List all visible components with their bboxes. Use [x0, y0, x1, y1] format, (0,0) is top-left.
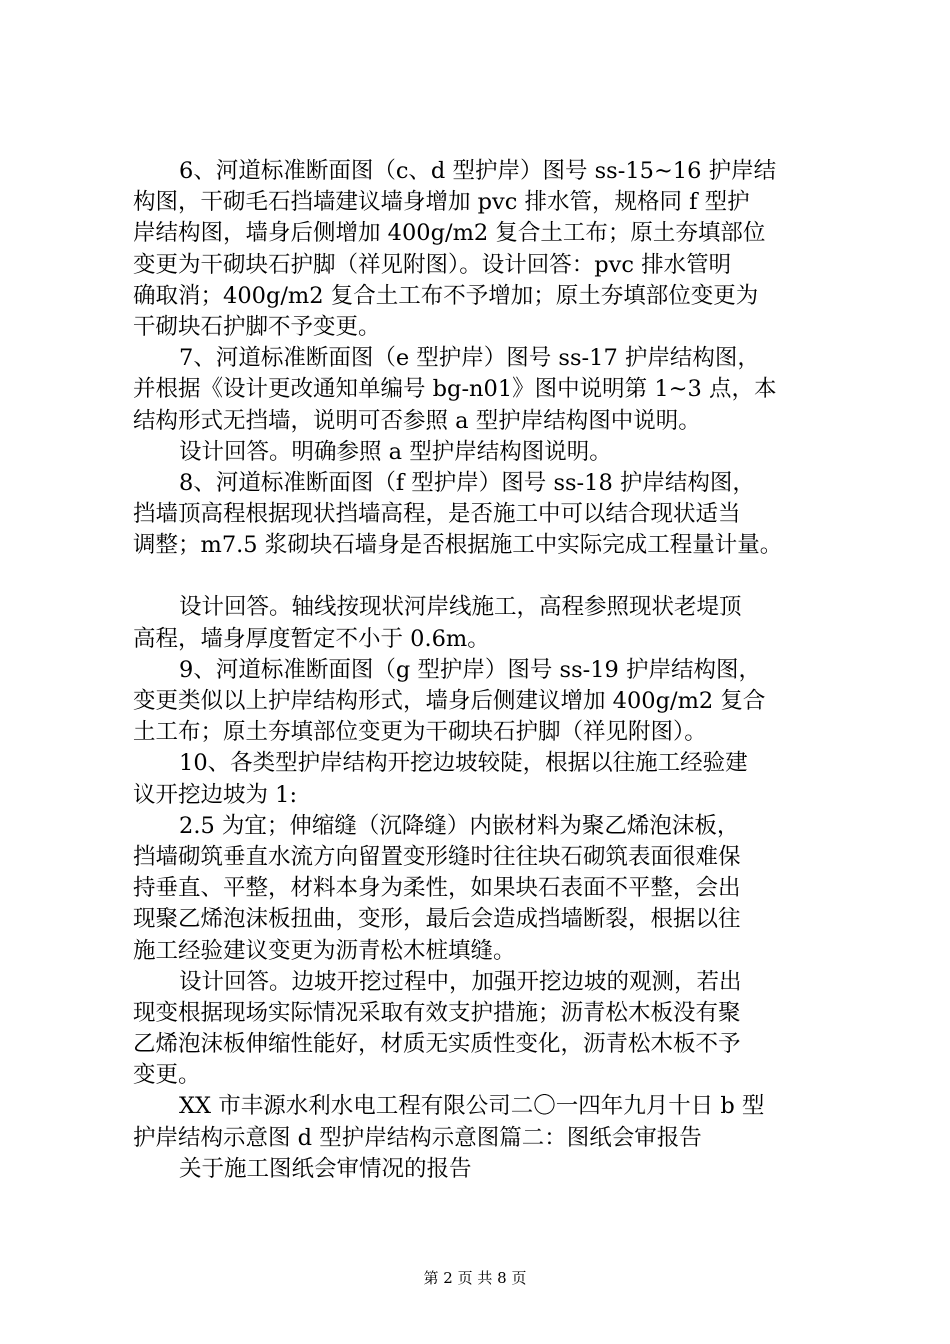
text-line: XX 市丰源水利水电工程有限公司二〇一四年九月十日 b 型 — [179, 1093, 765, 1120]
text-line: 确取消；400g/m2 复合土工布不予增加；原土夯填部位变更为 — [133, 282, 759, 309]
text-line: 10、各类型护岸结构开挖边坡较陡，根据以往施工经验建 — [179, 750, 748, 777]
text-line: 岸结构图，墙身后侧增加 400g/m2 复合土工布；原土夯填部位 — [133, 220, 766, 247]
text-line: 土工布；原土夯填部位变更为干砌块石护脚（祥见附图）。 — [133, 719, 707, 746]
text-line: 护岸结构示意图 d 型护岸结构示意图篇二：图纸会审报告 — [133, 1124, 702, 1151]
text-line: 挡墙顶高程根据现状挡墙高程，是否施工中可以结合现状适当 — [133, 501, 741, 528]
text-line: 并根据《设计更改通知单编号 bg-n01》图中说明第 1~3 点，本 — [133, 376, 777, 403]
text-line: 施工经验建议变更为沥青松木桩填缝。 — [133, 937, 516, 964]
text-line: 设计回答。边坡开挖过程中，加强开挖边坡的观测，若出 — [179, 968, 742, 995]
text-line: 现变根据现场实际情况采取有效支护措施；沥青松木板没有聚 — [133, 999, 741, 1026]
text-line: 6、河道标准断面图（c、d 型护岸）图号 ss-15~16 护岸结 — [179, 158, 777, 184]
text-line: 关于施工图纸会审情况的报告 — [179, 1155, 472, 1182]
text-line: 7、河道标准断面图（e 型护岸）图号 ss-17 护岸结构图， — [179, 345, 760, 372]
text-line: 设计回答。轴线按现状河岸线施工，高程参照现状老堤顶 — [179, 594, 742, 621]
text-line: 变更。 — [133, 1062, 201, 1089]
text-line: 设计回答。明确参照 a 型护岸结构图说明。 — [179, 438, 612, 465]
text-line: 9、河道标准断面图（g 型护岸）图号 ss-19 护岸结构图， — [179, 656, 762, 683]
document-body — [133, 156, 853, 1185]
page-footer: 第 2 页 共 8 页 — [423, 1269, 527, 1287]
text-line: 8、河道标准断面图（f 型护岸）图号 ss-18 护岸结构图， — [179, 469, 755, 496]
text-line: 变更类似以上护岸结构形式，墙身后侧建议增加 400g/m2 复合 — [133, 688, 766, 714]
text-line: 干砌块石护脚不予变更。 — [133, 313, 381, 340]
text-line: 结构形式无挡墙，说明可否参照 a 型护岸结构图中说明。 — [133, 407, 701, 434]
text-line: 调整；m7.5 浆砌块石墙身是否根据施工中实际完成工程量计量。 — [133, 532, 783, 559]
text-line: 乙烯泡沫板伸缩性能好，材质无实质性变化，沥青松木板不予 — [133, 1031, 741, 1058]
text-line: 2.5 为宜；伸缩缝（沉降缝）内嵌材料为聚乙烯泡沫板， — [179, 812, 740, 839]
text-line: 构图，干砌毛石挡墙建议墙身增加 pvc 排水管，规格同 f 型护 — [133, 189, 750, 216]
text-line: 现聚乙烯泡沫板扭曲，变形，最后会造成挡墙断裂，根据以往 — [133, 906, 741, 933]
text-line: 议开挖边坡为 1: — [133, 781, 298, 808]
text-line: 高程，墙身厚度暂定不小于 0.6m。 — [133, 625, 490, 652]
text-line: 变更为干砌块石护脚（祥见附图）。设计回答：pvc 排水管明 — [133, 251, 732, 278]
text-line: 持垂直、平整，材料本身为柔性，如果块石表面不平整，会出 — [133, 875, 741, 902]
text-line: 挡墙砌筑垂直水流方向留置变形缝时往往块石砌筑表面很难保 — [133, 843, 741, 870]
